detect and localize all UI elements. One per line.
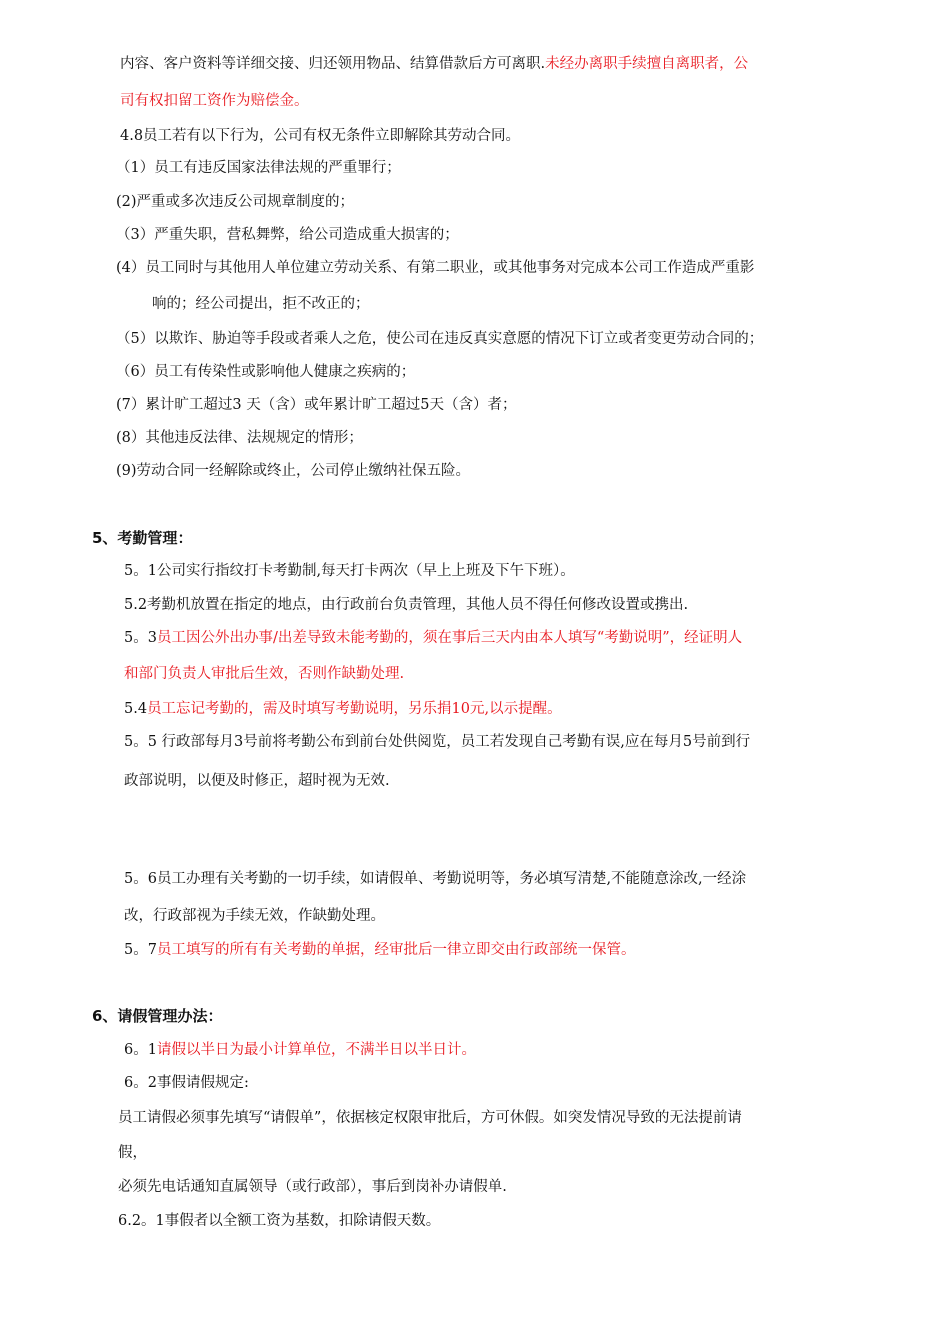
handover-warning-text: 未经办离职手续擅自离职者，公 (545, 56, 749, 72)
clause-5-3-continuation: 和部门负责人审批后生效，否则作缺勤处理. (124, 666, 405, 682)
list-item-6: （6）员工有传染性或影响他人健康之疾病的； (116, 364, 416, 380)
list-item-5: （5）以欺诈、胁迫等手段或者乘人之危，使公司在违反真实意愿的情况下订立或者变更劳动合同的； (116, 331, 764, 347)
clause-6-1-text: 请假以半日为最小计算单位，不满半日以半日计。 (156, 1042, 476, 1058)
list-item-7: (7）累计旷工超过3 天（含）或年累计旷工超过5天（含）者； (116, 397, 517, 413)
list-item-4: (4）员工同时与其他用人单位建立劳动关系、有第二职业，或其他事务对完成本公司工作造成严重影 (116, 260, 755, 276)
list-item-8: (8）其他违反法律、法规规定的情形； (116, 430, 363, 446)
list-item-1: （1）员工有违反国家法律法规的严重罪行； (116, 160, 401, 176)
clause-5-7 (124, 940, 635, 960)
clause-5-5: 5。5 行政部每月3号前将考勤公布到前台处供阅览，员工若发现自己考勤有误,应在每月5号前到行 (124, 734, 751, 750)
list-item-4-continuation: 响的；经公司提出，拒不改正的； (152, 296, 370, 312)
leave-paragraph-line-1: 员工请假必须事先填写“请假单”，依据核定权限审批后，方可休假。如突发情况导致的无法提前请 (118, 1110, 742, 1126)
handover-warning-continuation: 司有权扣留工资作为赔偿金。 (120, 93, 309, 109)
clause-5-7-number: 5。7 (124, 942, 157, 958)
clause-5-3-text: 员工因公外出办事/出差导致未能考勤的，须在事后三天内由本人填写“考勤说明”，经证明人 (156, 630, 743, 646)
clause-4-8: 4.8员工若有以下行为，公司有权无条件立即解除其劳动合同。 (120, 128, 521, 144)
clause-6-1 (124, 1040, 476, 1060)
clause-5-2: 5.2考勤机放置在指定的地点，由行政前台负责管理，其他人员不得任何修改设置或携出. (124, 597, 689, 613)
clause-5-6: 5。6员工办理有关考勤的一切手续，如请假单、考勤说明等，务必填写清楚,不能随意涂改,一经涂 (124, 871, 747, 887)
clause-5-7-text: 员工填写的所有有关考勤的单据，经审批后一律立即交由行政部统一保管。 (156, 942, 636, 958)
list-item-9: (9)劳动合同一经解除或终止，公司停止缴纳社保五险。 (116, 463, 471, 479)
clause-6-1-number: 6。1 (124, 1042, 157, 1058)
leave-paragraph-line-2: 假， (118, 1145, 147, 1161)
leave-paragraph-line-3: 必须先电话通知直属领导（或行政部），事后到岗补办请假单. (118, 1179, 507, 1195)
paragraph-handover (120, 54, 748, 74)
clause-6-2-1: 6.2。1事假者以全额工资为基数，扣除请假天数。 (118, 1213, 441, 1229)
clause-5-3-number: 5。3 (124, 630, 157, 646)
section-6-heading: 6、请假管理办法： (92, 1007, 223, 1025)
clause-5-4 (124, 699, 562, 719)
section-5-heading: 5、考勤管理： (92, 529, 193, 547)
clause-5-6-continuation: 改，行政部视为手续无效，作缺勤处理。 (124, 908, 385, 924)
clause-5-3 (124, 628, 742, 648)
clause-5-5-continuation: 政部说明，以便及时修正，超时视为无效. (124, 773, 390, 789)
handover-text: 内容、客户资料等详细交接、归还领用物品、结算借款后方可离职. (120, 56, 546, 72)
clause-5-4-number: 5.4 (124, 701, 148, 717)
list-item-3: （3）严重失职，营私舞弊，给公司造成重大损害的； (116, 227, 459, 243)
clause-5-1: 5。1公司实行指纹打卡考勤制,每天打卡两次（早上上班及下午下班）。 (124, 563, 575, 579)
list-item-2: (2)严重或多次违反公司规章制度的； (116, 194, 355, 210)
clause-6-2: 6。2事假请假规定: (124, 1075, 249, 1091)
clause-5-4-text: 员工忘记考勤的，需及时填写考勤说明，另乐捐10元,以示提醒。 (147, 701, 562, 717)
